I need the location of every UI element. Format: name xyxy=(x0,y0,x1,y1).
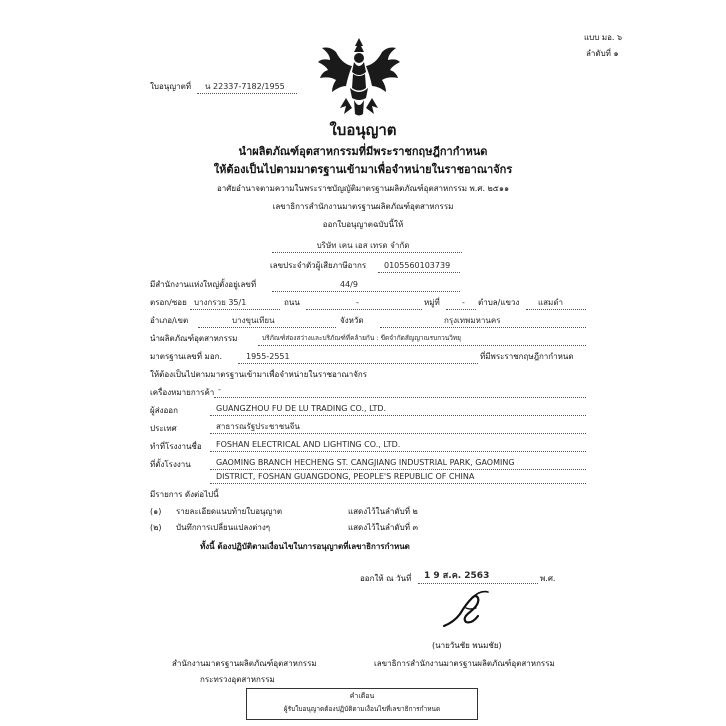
factory-value: FOSHAN ELECTRICAL AND LIGHTING CO., LTD. xyxy=(216,440,401,449)
tax-id-value: 0105560103739 xyxy=(384,261,451,270)
factory-location-1: GAOMING BRANCH HECHENG ST. CANGJIANG INDUSTRIAL PARK, GAOMING xyxy=(216,458,515,467)
moo-label: หมู่ที่ xyxy=(424,298,440,307)
issue-date: 1 9 ส.ค. 2563 xyxy=(424,571,490,581)
garuda-emblem-icon xyxy=(316,36,402,118)
form-code: แบบ มอ. ๖ xyxy=(584,33,623,42)
standard-number: 1955-2551 xyxy=(246,352,290,361)
details-intro: มีรายการ ดังต่อไปนี้ xyxy=(150,490,219,499)
signature-icon xyxy=(436,586,496,632)
province-value: กรุงเทพมหานคร xyxy=(444,316,501,325)
company-line xyxy=(272,252,462,253)
signer-name: (นายวันชัย พนมชัย) xyxy=(432,641,502,650)
conform-text: ให้ต้องเป็นไปตามมาตรฐานเข้ามาเพื่อจำหน่ายในราชอาณาจักร xyxy=(150,370,368,379)
license-number-line xyxy=(197,93,297,94)
district-value: บางขุนเทียน xyxy=(232,316,275,325)
item-2-text: บันทึกการเปลี่ยนแปลงต่างๆ xyxy=(176,523,271,532)
district-line xyxy=(198,327,336,328)
factory-location-label: ที่ตั้งโรงงาน xyxy=(150,460,191,469)
item-1-text: รายละเอียดแนบท้ายใบอนุญาต xyxy=(176,507,283,516)
tax-id-label: เลขประจำตัวผู้เสียภาษีอากร xyxy=(270,261,367,270)
product-line xyxy=(258,345,586,346)
district-label: อำเภอ/เขต xyxy=(150,316,189,325)
country-value: สาธารณรัฐประชาชนจีน xyxy=(216,422,300,431)
sequence-number: ลำดับที่ ๑ xyxy=(586,49,619,58)
document-title: ใบอนุญาต xyxy=(329,121,397,139)
factory-location-line-2 xyxy=(210,483,586,484)
authority-line-3: ออกใบอนุญาตฉบับนี้ให้ xyxy=(322,220,404,229)
moo-value: - xyxy=(462,298,465,307)
factory-line xyxy=(210,451,586,452)
authority-line-1: อาศัยอำนาจตามความในพระราชบัญญัติมาตรฐานผลิตภัณฑ์อุตสาหกรรม พ.ศ. ๒๕๑๑ xyxy=(216,184,510,193)
subdistrict-label: ตำบล/แขวง xyxy=(478,298,520,307)
soi-label: ตรอก/ซอย xyxy=(150,298,187,307)
moo-line xyxy=(446,309,476,310)
standard-label: มาตรฐานเลขที่ มอก. xyxy=(150,352,223,361)
notice-title: คำเตือน xyxy=(349,692,375,700)
issue-era: พ.ศ. xyxy=(540,574,556,583)
issue-date-label: ออกให้ ณ วันที่ xyxy=(360,574,412,583)
authority-line-2: เลขาธิการสำนักงานมาตรฐานผลิตภัณฑ์อุตสาหกรรม xyxy=(272,202,454,211)
license-number-label: ใบอนุญาตที่ xyxy=(150,82,192,91)
province-label: จังหวัด xyxy=(340,316,364,325)
country-label: ประเทศ xyxy=(150,424,177,433)
factory-location-line-1 xyxy=(210,469,586,470)
item-1-reference: แสดงไว้ในลำดับที่ ๒ xyxy=(348,507,418,516)
road-label: ถนน xyxy=(284,298,300,307)
factory-location-2: DISTRICT, FOSHAN GUANGDONG, PEOPLE'S REPUBLIC OF CHINA xyxy=(216,472,475,481)
house-number: 44/9 xyxy=(340,280,358,289)
license-number: น 22337-7182/1955 xyxy=(205,82,285,91)
condition-text: ทั้งนี้ ต้องปฏิบัติตามเงื่อนไขในการอนุญาตที่เลขาธิการกำหนด xyxy=(200,542,410,551)
trademark-label: เครื่องหมายการค้า xyxy=(150,388,215,397)
standard-line xyxy=(238,363,478,364)
exporter-line xyxy=(210,415,586,416)
product-value: บริภัณฑ์ส่องสว่างและบริภัณฑ์ที่คล้ายกัน : ขีดจำกัดสัญญาณรบกวนวิทยุ xyxy=(262,334,461,342)
road-value: - xyxy=(356,298,359,307)
item-1-number: (๑) xyxy=(150,507,162,516)
tax-id-line xyxy=(378,272,460,273)
decree-text: ที่มีพระราชกฤษฎีกากำหนด xyxy=(480,352,574,361)
title-line-2: ให้ต้องเป็นไปตามมาตรฐานเข้ามาเพื่อจำหน่ายในราชอาณาจักร xyxy=(213,163,513,176)
subdistrict-line xyxy=(526,309,586,310)
product-label: นำผลิตภัณฑ์อุตสาหกรรม xyxy=(150,334,238,343)
warning-notice-box xyxy=(246,688,478,720)
trademark-value: - xyxy=(218,385,221,394)
exporter-label: ผู้ส่งออก xyxy=(150,406,178,415)
company-name: บริษัท เคน เอส เทรด จำกัด xyxy=(316,241,410,250)
trademark-line xyxy=(214,397,586,398)
office-label: มีสำนักงานแห่งใหญ่ตั้งอยู่เลขที่ xyxy=(150,280,257,289)
province-line xyxy=(380,327,586,328)
signer-title: เลขาธิการสำนักงานมาตรฐานผลิตภัณฑ์อุตสาหกรรม xyxy=(374,659,555,668)
house-number-line xyxy=(272,291,460,292)
issue-date-line xyxy=(418,583,538,584)
factory-label: ทำที่โรงงานชื่อ xyxy=(150,442,202,451)
country-line xyxy=(210,433,586,434)
soi-value: บางกรวย 35/1 xyxy=(194,298,247,307)
road-line xyxy=(306,309,422,310)
exporter-value: GUANGZHOU FU DE LU TRADING CO., LTD. xyxy=(216,404,387,413)
agency-name: สำนักงานมาตรฐานผลิตภัณฑ์อุตสาหกรรม xyxy=(172,659,317,668)
ministry-name: กระทรวงอุตสาหกรรม xyxy=(200,675,275,684)
item-2-number: (๒) xyxy=(150,523,162,532)
item-2-reference: แสดงไว้ในลำดับที่ ๓ xyxy=(348,523,418,532)
title-line-1: นำผลิตภัณฑ์อุตสาหกรรมที่มีพระราชกฤษฎีกากำหนด xyxy=(238,145,488,158)
notice-text: ผู้รับใบอนุญาตต้องปฏิบัติตามเงื่อนไขที่เลขาธิการกำหนด xyxy=(283,705,441,713)
subdistrict-value: แสมดำ xyxy=(538,298,563,307)
soi-line xyxy=(190,309,280,310)
